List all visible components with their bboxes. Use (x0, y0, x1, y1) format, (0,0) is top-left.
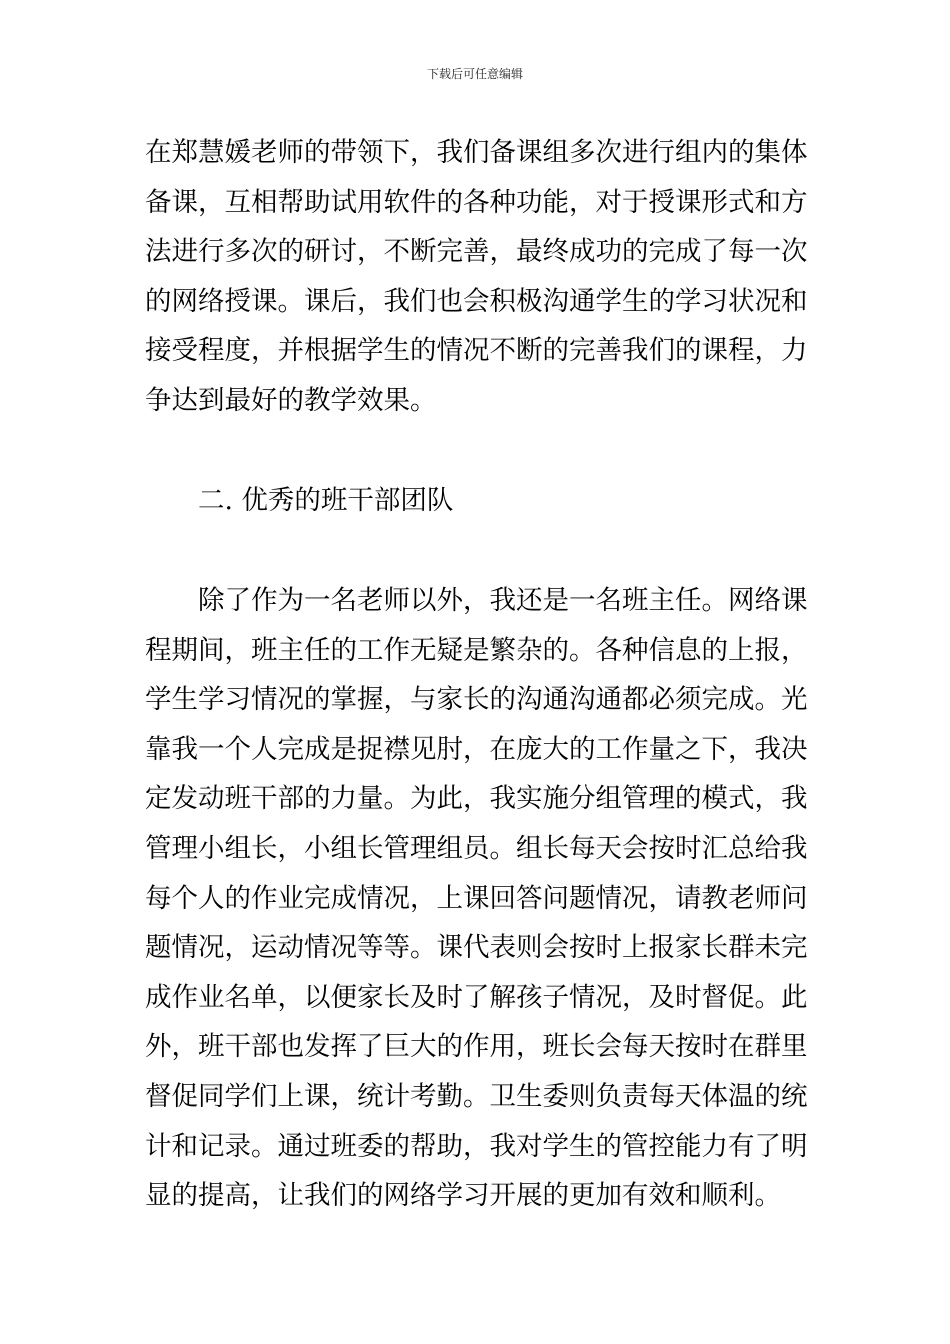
text-line: 成作业名单，以便家长及时了解孩子情况，及时督促。此 (145, 981, 808, 1013)
text-line: 督促同学们上课，统计考勤。卫生委则负责每天体温的统 (145, 1080, 808, 1112)
text-line: 的网络授课。课后，我们也会积极沟通学生的学习状况和 (145, 285, 808, 317)
text-line: 计和记录。通过班委的帮助，我对学生的管控能力有了明 (145, 1130, 808, 1162)
text-line: 备课，互相帮助试用软件的各种功能，对于授课形式和方 (145, 186, 808, 218)
section-heading-container (145, 476, 810, 526)
text-line: 定发动班干部的力量。为此，我实施分组管理的模式，我 (145, 783, 808, 815)
section-heading: 二. 优秀的班干部团队 (198, 485, 454, 516)
text-line: 靠我一个人完成是捉襟见肘，在庞大的工作量之下，我决 (145, 733, 808, 765)
paragraph-class-cadre-team (145, 576, 810, 1221)
text-line: 接受程度，并根据学生的情况不断的完善我们的课程，力 (145, 335, 808, 367)
text-line: 管理小组长，小组长管理组员。组长每天会按时汇总给我 (145, 832, 808, 864)
text-line: 每个人的作业完成情况，上课回答问题情况，请教老师问 (145, 882, 808, 914)
text-line: 外，班干部也发挥了巨大的作用，班长会每天按时在群里 (145, 1031, 808, 1063)
text-line: 学生学习情况的掌握，与家长的沟通沟通都必须完成。光 (145, 684, 808, 716)
text-line: 题情况，运动情况等等。课代表则会按时上报家长群未完 (145, 932, 808, 964)
text-line: 争达到最好的教学效果。 (145, 384, 437, 416)
text-line: 显的提高，让我们的网络学习开展的更加有效和顺利。 (145, 1180, 781, 1212)
text-line: 除了作为一名老师以外，我还是一名班主任。网络课 (198, 585, 808, 616)
paragraph-collective-lesson-prep (145, 128, 810, 426)
download-note: 下载后可任意编辑 (426, 67, 523, 81)
text-line: 法进行多次的研讨，不断完善，最终成功的完成了每一次 (145, 236, 808, 268)
text-line: 在郑慧媛老师的带领下，我们备课组多次进行组内的集体 (145, 137, 808, 168)
text-line: 程期间，班主任的工作无疑是繁杂的。各种信息的上报， (145, 634, 808, 666)
